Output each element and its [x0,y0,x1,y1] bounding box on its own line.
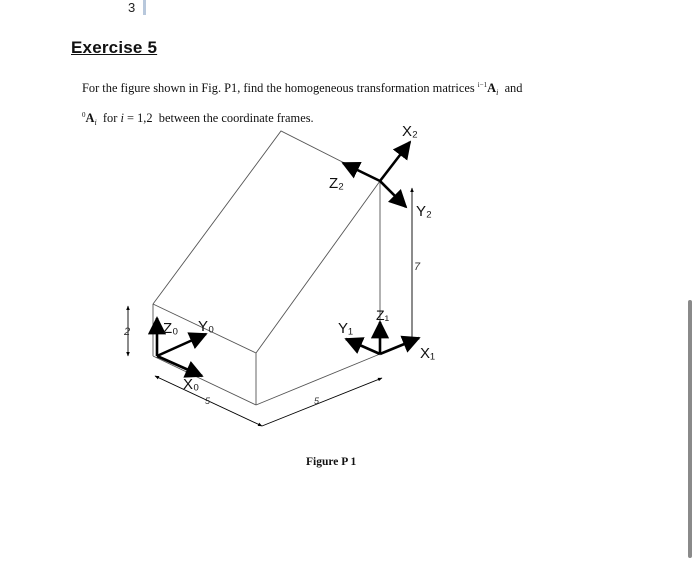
figure-caption: Figure P 1 [306,456,357,468]
problem-and: and [504,81,523,95]
z2-axis-arrow [343,163,380,181]
label-dim-7: 7 [414,261,421,273]
y2-axis-arrow [380,181,406,207]
x0-axis-arrow [157,356,202,376]
y0-axis-arrow [157,334,206,356]
label-z1: Z₁ [376,307,390,323]
label-z2: Z₂ [329,175,344,192]
page-number: 3 [128,0,136,15]
dimension-lines [128,188,412,426]
x1-axis-arrow [380,338,419,354]
wedge-slope-diagonal [256,181,380,353]
matrix-A-2: A [85,111,95,125]
label-z0: Z₀ [163,320,179,337]
label-x2: X₂ [402,123,418,140]
problem-range: = 1,2 [127,111,153,125]
vertical-scrollbar[interactable] [688,300,692,558]
label-y1: Y₁ [338,320,354,337]
label-dim-2: 2 [124,326,131,338]
problem-part2: between the coordinate frames. [158,111,314,125]
problem-part1: For the figure shown in Fig. P1, find the homogeneous transformation matrices [82,81,475,95]
wedge-top-edges [153,131,380,304]
frame-1 [346,322,419,354]
frame-2 [343,142,410,207]
label-x1: X₁ [420,345,436,362]
x2-axis-arrow [380,142,410,181]
superscript-i-minus-1: i−1 [477,81,488,89]
dimension-5-right-line [262,378,382,426]
wedge-outline [153,131,380,405]
label-y0: Y₀ [198,318,215,335]
problem-for: for [102,111,118,125]
matrix-A: A [487,81,497,95]
variable-i: i [120,111,124,125]
subscript-i-2: i [94,118,97,127]
y1-axis-arrow [346,339,380,354]
subscript-i: i [496,88,499,97]
label-y2: Y₂ [416,203,432,220]
label-dim-5-right: 5 [314,396,320,406]
label-dim-5-left: 5 [205,396,211,406]
superscript-zero: 0 [82,111,86,119]
label-x0: X₀ [183,376,200,393]
exercise-title: Exercise 5 [71,38,158,57]
